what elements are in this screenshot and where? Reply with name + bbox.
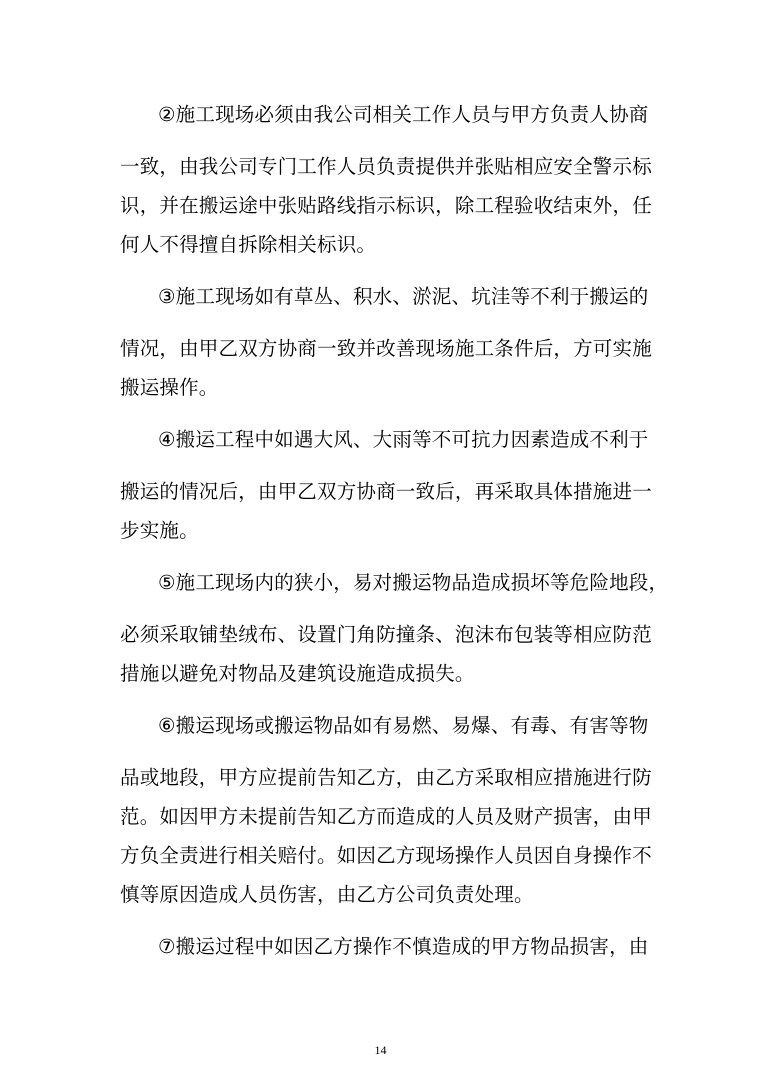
paragraph-5-line-1: ⑥搬运现场或搬运物品如有易燃、易爆、有毒、有害等物 bbox=[158, 714, 649, 737]
paragraph-4-line-3: 措施以避免对物品及建筑设施造成损失。 bbox=[120, 662, 475, 685]
paragraph-1-line-4: 何人不得擅自拆除相关标识。 bbox=[120, 233, 377, 256]
paragraph-4-line-2: 必须采取铺垫绒布、设置门角防撞条、泡沫布包装等相应防范 bbox=[120, 623, 652, 646]
paragraph-5-line-4: 方负全责进行相关赔付。如因乙方现场操作人员因自身操作不 bbox=[120, 844, 652, 867]
paragraph-5-line-3: 范。如因甲方未提前告知乙方而造成的人员及财产损害，由甲 bbox=[120, 805, 652, 828]
paragraph-2-line-1: ③施工现场如有草丛、积水、淤泥、坑洼等不利于搬运的 bbox=[158, 285, 649, 308]
paragraph-5-line-2: 品或地段，甲方应提前告知乙方，由乙方采取相应措施进行防 bbox=[120, 766, 652, 789]
page-number: 14 bbox=[374, 1043, 387, 1057]
paragraph-1-line-3: 识，并在搬运途中张贴路线指示标识，除工程验收结束外，任 bbox=[120, 194, 652, 217]
paragraph-3-line-3: 步实施。 bbox=[120, 519, 199, 542]
paragraph-1-line-1: ②施工现场必须由我公司相关工作人员与甲方负责人协商 bbox=[158, 103, 649, 126]
paragraph-3-line-2: 搬运的情况后，由甲乙双方协商一致后，再采取具体措施进一 bbox=[120, 480, 652, 503]
paragraph-1-line-2: 一致，由我公司专门工作人员负责提供并张贴相应安全警示标 bbox=[120, 155, 652, 178]
paragraph-3-line-1: ④搬运工程中如遇大风、大雨等不可抗力因素造成不利于 bbox=[158, 428, 649, 451]
paragraph-2-line-3: 搬运操作。 bbox=[120, 376, 219, 399]
paragraph-4-line-1: ⑤施工现场内的狭小，易对搬运物品造成损坏等危险地段， bbox=[158, 571, 669, 594]
paragraph-2-line-2: 情况，由甲乙双方协商一致并改善现场施工条件后，方可实施 bbox=[120, 337, 652, 360]
paragraph-5-line-5: 慎等原因造成人员伤害，由乙方公司负责处理。 bbox=[120, 883, 534, 906]
paragraph-6-line-1: ⑦搬运过程中如因乙方操作不慎造成的甲方物品损害，由 bbox=[158, 935, 649, 958]
